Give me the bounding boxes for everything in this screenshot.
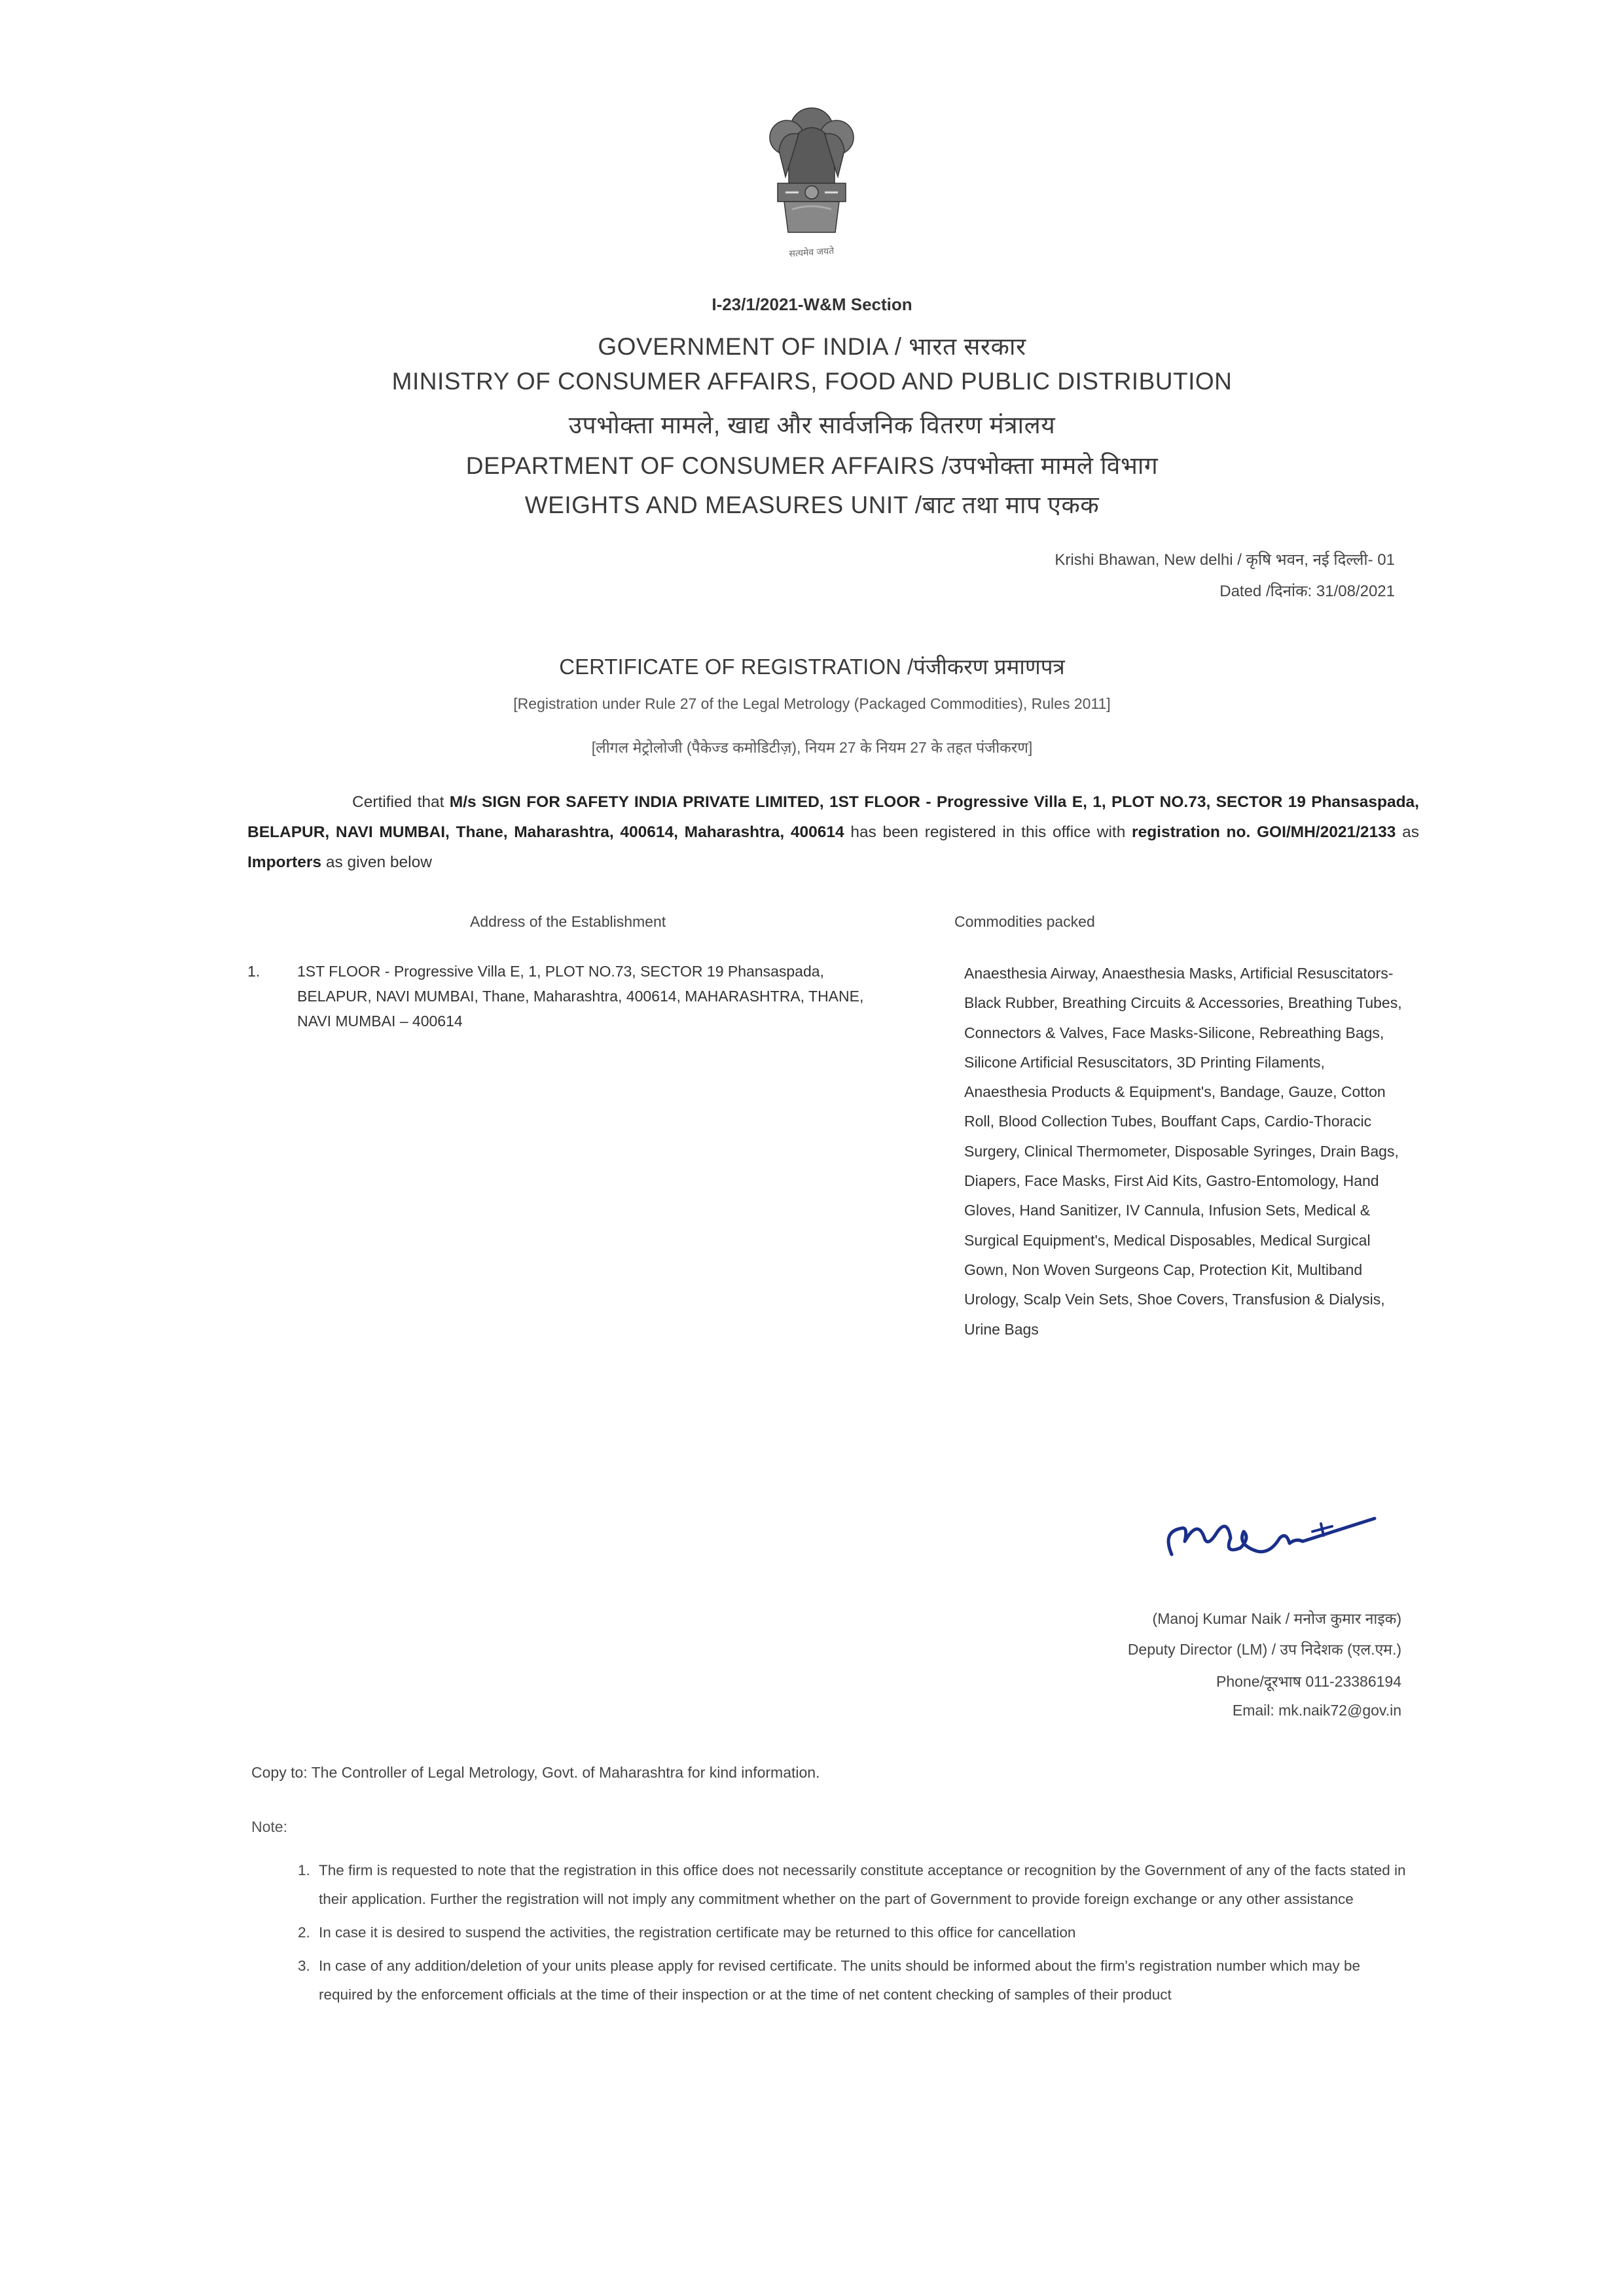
notes-list: [298, 1856, 1411, 2014]
note-number: 1.: [298, 1862, 310, 1878]
establishment-address: [247, 959, 876, 1033]
signatory-name: (Manoj Kumar Naik / मनोज कुमार नाइक): [1152, 1610, 1401, 1627]
certificate-title: CERTIFICATE OF REGISTRATION /पंजीकरण प्रमाणपत्र: [559, 655, 1065, 679]
signatory-email: Email: mk.naik72@gov.in: [1232, 1702, 1401, 1719]
emblem-motto: सत्यमेव जयते: [788, 245, 835, 260]
signatory-phone: Phone/दूरभाष 011-23386194: [1216, 1673, 1401, 1690]
note-text: In case it is desired to suspend the activities, the registration certificate may be returned to this office for cancellation: [319, 1924, 1076, 1941]
address-heading: Address of the Establishment: [470, 913, 666, 930]
body-text-3: as: [1396, 823, 1419, 841]
company-name-address: M/s SIGN FOR SAFETY INDIA PRIVATE LIMITED, 1ST FLOOR - Progressive Villa E, 1, PLOT NO.73, SECTOR 19 Phansaspada, BELAPUR, NAVI MUMBAI, Thane, Maharashtra, 400614, Maharashtra, 400614: [247, 793, 1419, 841]
header-unit: WEIGHTS AND MEASURES UNIT /बाट तथा माप एकक: [524, 492, 1100, 518]
note-item: [298, 1918, 1411, 1947]
issuing-place: Krishi Bhawan, New delhi / कृषि भवन, नई दिल्ली- 01: [1055, 551, 1395, 569]
commodities-list: Anaesthesia Airway, Anaesthesia Masks, Artificial Resuscitators-Black Rubber, Breathing Circuits & Accessories, Breathing Tubes, Connectors & Valves, Face Masks-Silicone, Rebreathing Bags, Silicone Artificial Resuscitators, 3D Printing Filaments, Anaesthesia Products & Equipment's, Bandage, Gauze, Cotton Roll, Blood Collection Tubes, Bouffant Caps, Cardio-Thoracic Surgery, Clinical Thermometer, Disposable Syringes, Drain Bags, Diapers, Face Masks, First Aid Kits, Gastro-Entomology, Hand Gloves, Hand Sanitizer, IV Cannula, Infusion Sets, Medical & Surgical Equipment's, Medical Disposables, Medical Surgical Gown, Non Woven Surgeons Cap, Protection Kit, Multiband Urology, Scalp Vein Sets, Shoe Covers, Transfusion & Dialysis, Urine Bags: [964, 965, 1402, 1338]
header-ministry: MINISTRY OF CONSUMER AFFAIRS, FOOD AND PUBLIC DISTRIBUTION: [391, 368, 1233, 395]
copy-to: Copy to: The Controller of Legal Metrology, Govt. of Maharashtra for kind information.: [251, 1764, 820, 1781]
note-item: [298, 1856, 1411, 1914]
note-text: In case of any addition/deletion of your units please apply for revised certificate. The units should be informed about the firm's registration number which may be required by the enforcement officials at the time of their inspection or at the time of net content checking of samples of their product: [319, 1958, 1360, 2003]
header-department: DEPARTMENT OF CONSUMER AFFAIRS /उपभोक्ता मामले विभाग: [465, 452, 1159, 479]
certificate-subtitle-en: [Registration under Rule 27 of the Legal Metrology (Packaged Commodities), Rules 2011]: [513, 695, 1111, 712]
signature-icon: [1159, 1492, 1388, 1584]
commodities-heading: Commodities packed: [954, 913, 1095, 930]
note-item: [298, 1952, 1411, 2009]
note-text: The firm is requested to note that the registration in this office does not necessarily constitute acceptance or recognition by the Government of any of the facts stated in their application. Further the registration will not imply any commitment whether on the part of Government to provide foreign exchange or any other assistance: [319, 1862, 1406, 1907]
note-number: 3.: [298, 1958, 310, 1974]
address-text: 1ST FLOOR - Progressive Villa E, 1, PLOT NO.73, SECTOR 19 Phansaspada, BELAPUR, NAVI MUMBAI, Thane, Maharashtra, 400614, MAHARASHTRA, THANE, NAVI MUMBAI – 400614: [297, 963, 864, 1030]
body-text-2: has been registered in this office with: [844, 823, 1132, 841]
note-heading: Note:: [251, 1818, 287, 1835]
header-government: GOVERNMENT OF INDIA / भारत सरकार: [598, 333, 1026, 360]
file-number: I-23/1/2021-W&M Section: [712, 295, 912, 314]
header-ministry-hindi: उपभोक्ता मामले, खाद्य और सार्वजनिक वितरण मंत्रालय: [568, 412, 1056, 439]
body-text-4: as given below: [321, 853, 432, 871]
certification-paragraph: [247, 787, 1419, 878]
address-number: 1.: [247, 963, 261, 980]
issue-date: Dated /दिनांक: 31/08/2021: [1219, 583, 1395, 600]
registrant-role: Importers: [247, 853, 322, 871]
certificate-subtitle-hi: [लीगल मेट्रोलोजी (पैकेज्ड कमोडिटीज़), नियम 27 के नियम 27 के तहत पंजीकरण]: [591, 739, 1033, 756]
signatory-designation: Deputy Director (LM) / उप निदेशक (एल.एम.): [1127, 1641, 1401, 1658]
state-emblem-icon: [753, 98, 871, 275]
note-number: 2.: [298, 1924, 310, 1941]
body-text-1: Certified that: [352, 793, 450, 811]
registration-number: registration no. GOI/MH/2021/2133: [1132, 823, 1396, 841]
